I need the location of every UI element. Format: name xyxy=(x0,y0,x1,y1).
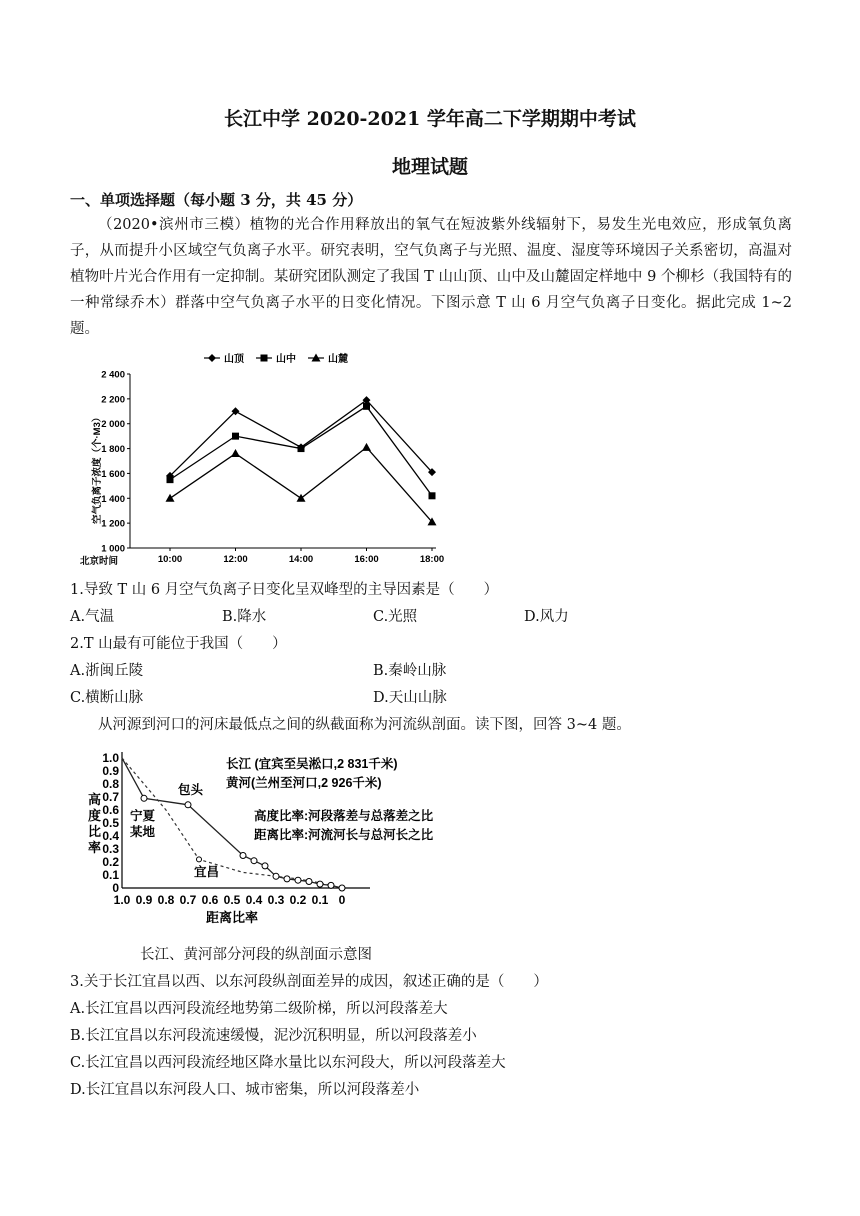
data-point xyxy=(232,433,239,440)
x-tick-label: 12:00 xyxy=(223,554,248,565)
legend-yellow: 黄河(兰州至河口,2 926千米) xyxy=(226,776,382,790)
label-ningxia-1: 宁夏 xyxy=(130,809,156,823)
profile-y-tick-label: 0.1 xyxy=(102,868,119,882)
q2-stem: 2.T 山最有可能位于我国（ ） xyxy=(70,636,287,652)
profile-y-tick-label: 0.9 xyxy=(102,764,119,778)
legend-marker-diamond xyxy=(208,354,216,362)
x-axis-label: 北京时间 xyxy=(80,556,119,567)
y-label-char-3: 比 xyxy=(88,824,102,839)
y-tick-label: 2 000 xyxy=(101,419,125,431)
q3-option-c[interactable]: C.长江宜昌以西河段流经地区降水量比以东河段大，所以河段落差大 xyxy=(70,1055,506,1071)
yellow-river-point xyxy=(339,885,345,891)
yellow-river-point xyxy=(273,873,279,879)
label-ningxia-2: 某地 xyxy=(130,825,156,839)
label-baotou: 包头 xyxy=(178,783,204,797)
data-point xyxy=(362,443,371,451)
profile-x-ticks xyxy=(114,893,346,907)
river-profile-diagram xyxy=(78,742,464,928)
series-line-diamond xyxy=(170,400,432,476)
x-tick-label: 18:00 xyxy=(419,554,445,565)
profile-x-axis-label: 距离比率 xyxy=(206,910,259,925)
profile-y-tick-label: 0.8 xyxy=(102,777,119,791)
profile-x-tick-label: 0.8 xyxy=(157,893,175,907)
profile-y-ticks xyxy=(102,751,119,895)
profile-y-tick-label: 0.3 xyxy=(102,842,119,856)
data-point xyxy=(166,494,175,502)
q2-option-d[interactable]: D.天山山脉 xyxy=(373,690,447,706)
page-title: 长江中学 2020-2021 学年高二下学期期中考试 xyxy=(224,108,636,130)
profile-x-tick-label: 0.4 xyxy=(245,893,263,907)
note-distance-ratio: 距离比率:河流河长与总河长之比 xyxy=(254,828,434,842)
q1-stem: 1.导致 T 山 6 月空气负离子日变化呈双峰型的主导因素是（ ） xyxy=(70,582,499,598)
page-subtitle: 地理试题 xyxy=(391,156,468,178)
data-point xyxy=(297,494,306,502)
y-tick-label: 2 200 xyxy=(101,394,125,406)
legend-label: 山中 xyxy=(276,354,296,365)
yellow-river-point xyxy=(317,881,323,887)
legend-marker-square xyxy=(261,355,268,362)
yellow-river-point xyxy=(185,802,191,808)
profile-y-tick-label: 0.7 xyxy=(102,790,119,804)
x-tick-label: 10:00 xyxy=(157,554,183,565)
yellow-river-point xyxy=(251,858,257,864)
q1-option-b[interactable]: B.降水 xyxy=(222,609,267,625)
profile-x-tick-label: 0.9 xyxy=(135,893,153,907)
profile-y-tick-label: 0.5 xyxy=(102,816,119,830)
profile-y-tick-label: 0.6 xyxy=(102,803,119,817)
profile-x-tick-label: 0.6 xyxy=(201,893,219,907)
y-tick-labels xyxy=(101,370,130,555)
chart-legend xyxy=(204,352,348,365)
profile-y-axis-label xyxy=(88,792,101,855)
note-height-ratio: 高度比率:河段落差与总落差之比 xyxy=(254,809,434,823)
passage-2: 从河源到河口的河床最低点之间的纵截面称为河流纵剖面。读下图，回答 3~4 题。 xyxy=(98,717,631,733)
q1-option-a[interactable]: A.气温 xyxy=(70,609,115,625)
q3-option-d[interactable]: D.长江宜昌以东河段人口、城市密集，所以河段落差小 xyxy=(70,1082,420,1098)
yellow-river-point xyxy=(141,795,147,801)
q2-option-b[interactable]: B.秦岭山脉 xyxy=(373,663,447,679)
q1-option-c[interactable]: C.光照 xyxy=(373,609,418,625)
y-axis-label: 空气负离子浓度（个·M3） xyxy=(92,412,103,524)
profile-x-tick-label: 1.0 xyxy=(113,893,131,907)
section-heading: 一、单项选择题（每小题 3 分，共 45 分） xyxy=(70,191,363,209)
data-point xyxy=(298,445,305,452)
y-tick-label: 2 400 xyxy=(101,369,125,381)
profile-x-tick-label: 0.2 xyxy=(289,893,307,907)
series-line-triangle xyxy=(170,447,432,522)
yellow-river-point xyxy=(306,879,312,885)
y-tick-label: 1 200 xyxy=(101,518,125,530)
q3-stem: 3.关于长江宜昌以西、以东河段纵剖面差异的成因，叙述正确的是（ ） xyxy=(70,974,548,990)
y-tick-label: 1 600 xyxy=(101,468,125,480)
y-tick-label: 1 400 xyxy=(101,493,125,505)
profile-x-tick-label: 0.3 xyxy=(267,893,285,907)
figure-caption: 长江、黄河部分河段的纵剖面示意图 xyxy=(140,947,372,963)
profile-x-tick-label: 0 xyxy=(338,893,346,907)
q1-option-d[interactable]: D.风力 xyxy=(524,609,569,625)
data-point xyxy=(231,449,240,457)
label-yichang: 宜昌 xyxy=(194,865,220,879)
data-point xyxy=(429,492,436,499)
yichang-point xyxy=(197,857,202,862)
yellow-river-point xyxy=(240,853,246,859)
q2-option-a[interactable]: A.浙闽丘陵 xyxy=(70,663,144,679)
profile-y-tick-label: 0 xyxy=(112,881,119,895)
y-tick-label: 1 000 xyxy=(101,543,125,555)
q3-option-a[interactable]: A.长江宜昌以西河段流经地势第二级阶梯，所以河段落差大 xyxy=(70,1001,448,1017)
legend-label: 山麓 xyxy=(328,354,348,365)
profile-x-tick-label: 0.7 xyxy=(179,893,197,907)
profile-x-tick-label: 0.5 xyxy=(223,893,241,907)
x-tick-labels xyxy=(158,548,444,565)
data-point xyxy=(167,476,174,483)
y-tick-label: 1 800 xyxy=(101,444,125,456)
q2-option-c[interactable]: C.横断山脉 xyxy=(70,690,144,706)
x-tick-label: 16:00 xyxy=(354,554,379,565)
profile-y-tick-label: 0.2 xyxy=(102,855,119,869)
yellow-river-point xyxy=(262,863,268,869)
profile-y-tick-label: 0.4 xyxy=(102,829,119,843)
yellow-river-point xyxy=(284,876,290,882)
legend-label: 山顶 xyxy=(224,354,244,365)
chart-series xyxy=(166,396,437,525)
data-point xyxy=(363,403,370,410)
yellow-river-point xyxy=(295,877,301,883)
passage-1: （2020•滨州市三模）植物的光合作用释放出的氧气在短波紫外线辐射下，易发生光电效应，形成氧负离子，从而提升小区域空气负离子水平。研究表明，空气负离子与光照、温度、湿度等环境因子关系密切，高温对植物叶片光合作用有一定抑制。某研究团队测定了我国 T 山山顶、山中及山麓固定样地中 9 个柳杉（我国特有的一种常绿乔木）群落中空气负离子水平的日变化情况。下图示意 T 山 6 月空气负离子日变化。据此完成 1~2 题。 xyxy=(70,217,792,337)
profile-y-tick-label: 1.0 xyxy=(102,751,119,765)
x-tick-label: 14:00 xyxy=(288,554,314,565)
y-label-char-4: 率 xyxy=(88,840,102,855)
q3-option-b[interactable]: B.长江宜昌以东河段流速缓慢，泥沙沉积明显，所以河段落差小 xyxy=(70,1028,477,1044)
legend-yangtze: 长江 (宜宾至吴淞口,2 831千米) xyxy=(226,757,398,771)
ion-line-chart xyxy=(78,346,448,568)
y-label-char-2: 度 xyxy=(88,808,102,823)
y-label-char-1: 高 xyxy=(88,792,102,807)
yellow-river-point xyxy=(328,882,334,888)
profile-x-tick-label: 0.1 xyxy=(311,893,329,907)
